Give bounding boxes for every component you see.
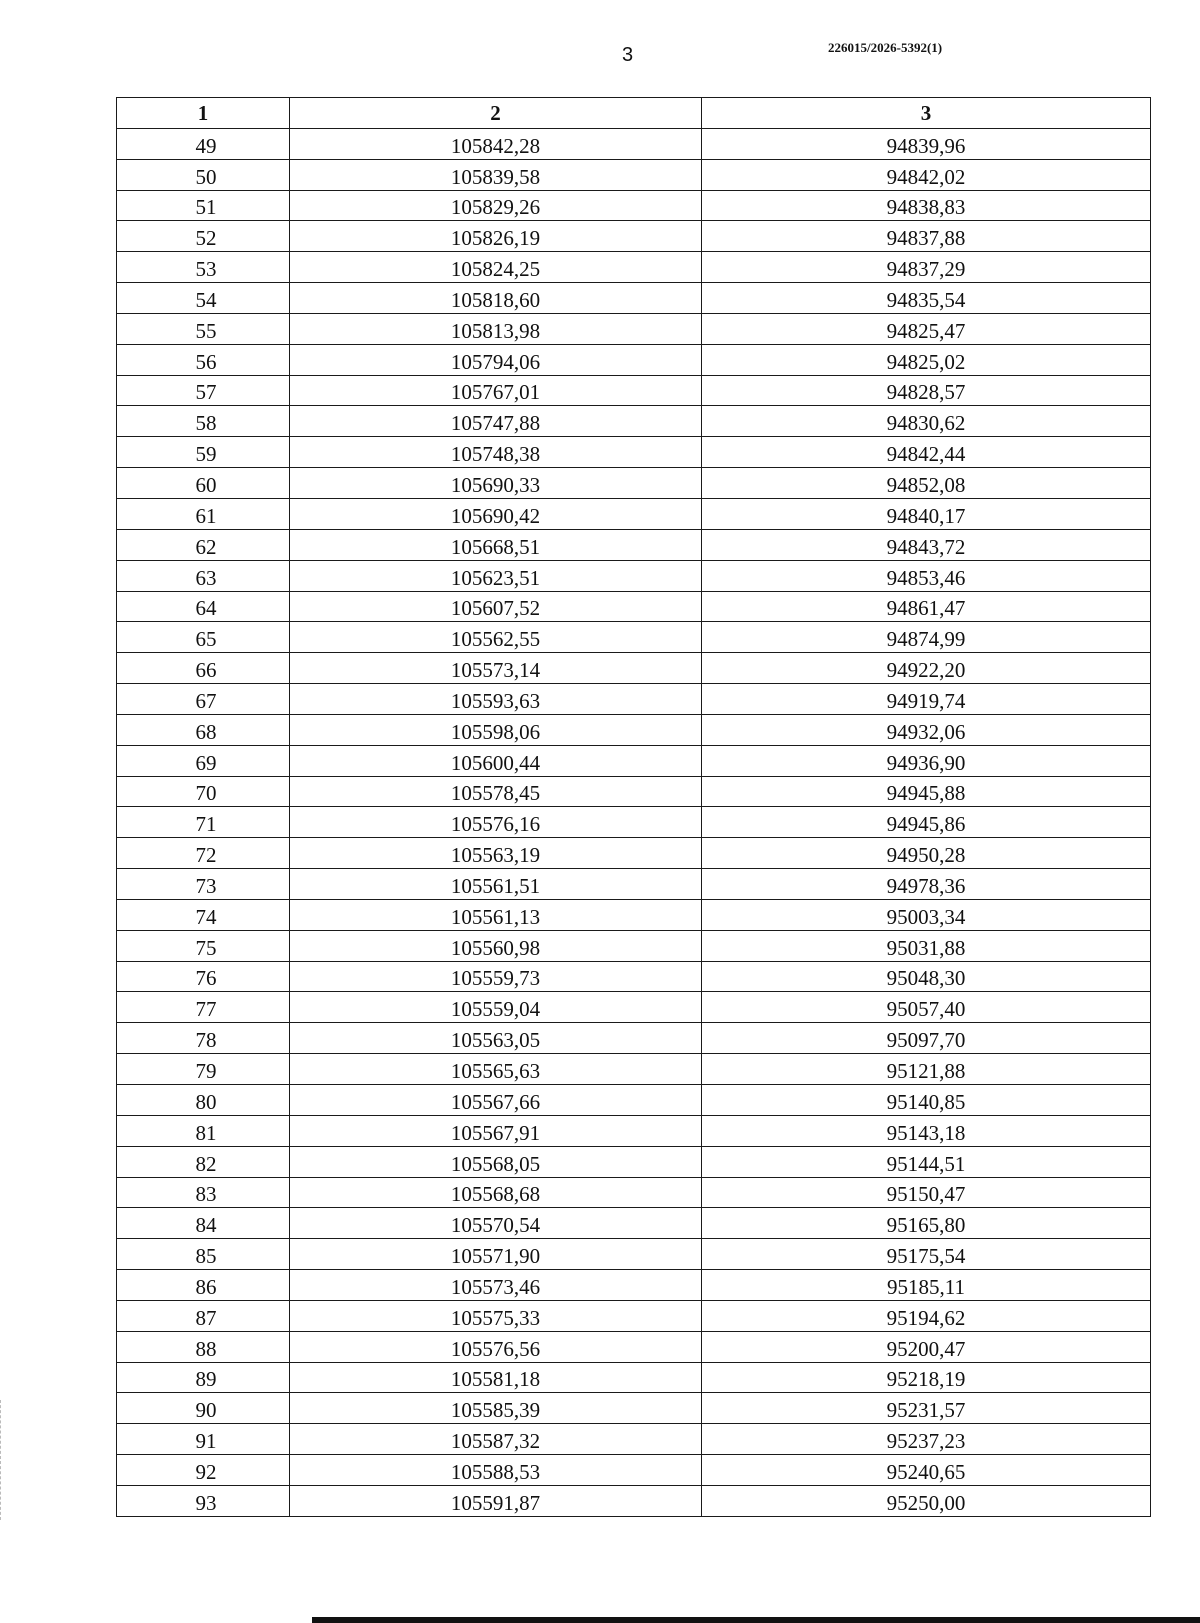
table-row [117, 375, 1151, 406]
point-number-cell: 82 [117, 1146, 290, 1177]
table-row [117, 745, 1151, 776]
y-coordinate-cell: 94861,47 [702, 591, 1151, 622]
point-number-cell: 84 [117, 1208, 290, 1239]
y-coordinate-cell: 94830,62 [702, 406, 1151, 437]
point-number-cell: 72 [117, 838, 290, 869]
table-row [117, 437, 1151, 468]
table-row [117, 1239, 1151, 1270]
table-header-row [117, 98, 1151, 129]
x-coordinate-cell: 105559,73 [290, 961, 702, 992]
x-coordinate-cell: 105561,13 [290, 899, 702, 930]
x-coordinate-cell: 105567,66 [290, 1085, 702, 1116]
point-number-cell: 63 [117, 560, 290, 591]
y-coordinate-cell: 94843,72 [702, 529, 1151, 560]
y-coordinate-cell: 94936,90 [702, 745, 1151, 776]
point-number-cell: 76 [117, 961, 290, 992]
y-coordinate-cell: 95003,34 [702, 899, 1151, 930]
point-number-cell: 58 [117, 406, 290, 437]
table-row [117, 1362, 1151, 1393]
x-coordinate-cell: 105578,45 [290, 776, 702, 807]
y-coordinate-cell: 94853,46 [702, 560, 1151, 591]
table-row [117, 869, 1151, 900]
point-number-cell: 69 [117, 745, 290, 776]
x-coordinate-cell: 105690,33 [290, 468, 702, 499]
x-coordinate-cell: 105573,14 [290, 653, 702, 684]
y-coordinate-cell: 94932,06 [702, 714, 1151, 745]
y-coordinate-cell: 95048,30 [702, 961, 1151, 992]
y-coordinate-cell: 94852,08 [702, 468, 1151, 499]
table-row [117, 313, 1151, 344]
x-coordinate-cell: 105570,54 [290, 1208, 702, 1239]
y-coordinate-cell: 94978,36 [702, 869, 1151, 900]
x-coordinate-cell: 105588,53 [290, 1455, 702, 1486]
table-row [117, 1054, 1151, 1085]
y-coordinate-cell: 94950,28 [702, 838, 1151, 869]
table-row [117, 776, 1151, 807]
x-coordinate-cell: 105607,52 [290, 591, 702, 622]
y-coordinate-cell: 94837,88 [702, 221, 1151, 252]
table-row [117, 1115, 1151, 1146]
point-number-cell: 74 [117, 899, 290, 930]
point-number-cell: 54 [117, 283, 290, 314]
table-row [117, 529, 1151, 560]
point-number-cell: 93 [117, 1485, 290, 1516]
table-row [117, 714, 1151, 745]
point-number-cell: 85 [117, 1239, 290, 1270]
x-coordinate-cell: 105593,63 [290, 684, 702, 715]
y-coordinate-cell: 94828,57 [702, 375, 1151, 406]
x-coordinate-cell: 105826,19 [290, 221, 702, 252]
table-row [117, 560, 1151, 591]
point-number-cell: 92 [117, 1455, 290, 1486]
point-number-cell: 70 [117, 776, 290, 807]
table-row [117, 344, 1151, 375]
x-coordinate-cell: 105747,88 [290, 406, 702, 437]
x-coordinate-cell: 105842,28 [290, 128, 702, 159]
table-row [117, 1270, 1151, 1301]
point-number-cell: 61 [117, 498, 290, 529]
point-number-cell: 78 [117, 1023, 290, 1054]
table-row [117, 930, 1151, 961]
y-coordinate-cell: 94919,74 [702, 684, 1151, 715]
scan-edge-mark [0, 1400, 4, 1520]
x-coordinate-cell: 105839,58 [290, 159, 702, 190]
table-row [117, 468, 1151, 499]
x-coordinate-cell: 105794,06 [290, 344, 702, 375]
y-coordinate-cell: 95031,88 [702, 930, 1151, 961]
y-coordinate-cell: 94945,86 [702, 807, 1151, 838]
table-row [117, 838, 1151, 869]
point-number-cell: 83 [117, 1177, 290, 1208]
y-coordinate-cell: 95250,00 [702, 1485, 1151, 1516]
y-coordinate-cell: 95194,62 [702, 1300, 1151, 1331]
table-row [117, 807, 1151, 838]
y-coordinate-cell: 95231,57 [702, 1393, 1151, 1424]
x-coordinate-cell: 105818,60 [290, 283, 702, 314]
table-row [117, 498, 1151, 529]
y-coordinate-cell: 95237,23 [702, 1424, 1151, 1455]
column-header-2: 2 [290, 98, 702, 129]
point-number-cell: 67 [117, 684, 290, 715]
y-coordinate-cell: 95097,70 [702, 1023, 1151, 1054]
table-row [117, 406, 1151, 437]
y-coordinate-cell: 95175,54 [702, 1239, 1151, 1270]
table-row [117, 591, 1151, 622]
table-row [117, 961, 1151, 992]
table-row [117, 622, 1151, 653]
point-number-cell: 88 [117, 1331, 290, 1362]
x-coordinate-cell: 105748,38 [290, 437, 702, 468]
table-row [117, 1331, 1151, 1362]
table-row [117, 1455, 1151, 1486]
table-row [117, 283, 1151, 314]
table-row [117, 653, 1151, 684]
point-number-cell: 59 [117, 437, 290, 468]
column-header-3: 3 [702, 98, 1151, 129]
y-coordinate-cell: 95165,80 [702, 1208, 1151, 1239]
table-row [117, 1424, 1151, 1455]
point-number-cell: 71 [117, 807, 290, 838]
x-coordinate-cell: 105591,87 [290, 1485, 702, 1516]
point-number-cell: 57 [117, 375, 290, 406]
table-row [117, 684, 1151, 715]
x-coordinate-cell: 105561,51 [290, 869, 702, 900]
coordinates-table [116, 97, 1151, 1517]
y-coordinate-cell: 94874,99 [702, 622, 1151, 653]
table-row [117, 221, 1151, 252]
point-number-cell: 65 [117, 622, 290, 653]
y-coordinate-cell: 95150,47 [702, 1177, 1151, 1208]
x-coordinate-cell: 105560,98 [290, 930, 702, 961]
point-number-cell: 53 [117, 252, 290, 283]
point-number-cell: 64 [117, 591, 290, 622]
x-coordinate-cell: 105813,98 [290, 313, 702, 344]
table-row [117, 1023, 1151, 1054]
y-coordinate-cell: 95200,47 [702, 1331, 1151, 1362]
y-coordinate-cell: 94825,02 [702, 344, 1151, 375]
document-id: 226015/2026-5392(1) [828, 40, 943, 55]
table-row [117, 1085, 1151, 1116]
y-coordinate-cell: 95218,19 [702, 1362, 1151, 1393]
point-number-cell: 89 [117, 1362, 290, 1393]
table-row [117, 1485, 1151, 1516]
x-coordinate-cell: 105576,56 [290, 1331, 702, 1362]
point-number-cell: 87 [117, 1300, 290, 1331]
table-row [117, 1146, 1151, 1177]
x-coordinate-cell: 105824,25 [290, 252, 702, 283]
x-coordinate-cell: 105568,05 [290, 1146, 702, 1177]
point-number-cell: 55 [117, 313, 290, 344]
x-coordinate-cell: 105585,39 [290, 1393, 702, 1424]
point-number-cell: 73 [117, 869, 290, 900]
column-header-1: 1 [117, 98, 290, 129]
bottom-scan-edge [312, 1617, 1200, 1623]
x-coordinate-cell: 105668,51 [290, 529, 702, 560]
table-row [117, 1393, 1151, 1424]
table-body [117, 128, 1151, 1516]
point-number-cell: 51 [117, 190, 290, 221]
point-number-cell: 52 [117, 221, 290, 252]
y-coordinate-cell: 94835,54 [702, 283, 1151, 314]
y-coordinate-cell: 95240,65 [702, 1455, 1151, 1486]
point-number-cell: 86 [117, 1270, 290, 1301]
x-coordinate-cell: 105562,55 [290, 622, 702, 653]
point-number-cell: 62 [117, 529, 290, 560]
point-number-cell: 56 [117, 344, 290, 375]
y-coordinate-cell: 94842,44 [702, 437, 1151, 468]
x-coordinate-cell: 105581,18 [290, 1362, 702, 1393]
x-coordinate-cell: 105575,33 [290, 1300, 702, 1331]
y-coordinate-cell: 95185,11 [702, 1270, 1151, 1301]
point-number-cell: 49 [117, 128, 290, 159]
y-coordinate-cell: 94839,96 [702, 128, 1151, 159]
table-row [117, 252, 1151, 283]
x-coordinate-cell: 105567,91 [290, 1115, 702, 1146]
x-coordinate-cell: 105690,42 [290, 498, 702, 529]
x-coordinate-cell: 105568,68 [290, 1177, 702, 1208]
table-row [117, 992, 1151, 1023]
point-number-cell: 77 [117, 992, 290, 1023]
point-number-cell: 80 [117, 1085, 290, 1116]
y-coordinate-cell: 94837,29 [702, 252, 1151, 283]
y-coordinate-cell: 95143,18 [702, 1115, 1151, 1146]
point-number-cell: 68 [117, 714, 290, 745]
x-coordinate-cell: 105576,16 [290, 807, 702, 838]
x-coordinate-cell: 105563,19 [290, 838, 702, 869]
table-row [117, 190, 1151, 221]
point-number-cell: 60 [117, 468, 290, 499]
x-coordinate-cell: 105598,06 [290, 714, 702, 745]
y-coordinate-cell: 94945,88 [702, 776, 1151, 807]
y-coordinate-cell: 95144,51 [702, 1146, 1151, 1177]
y-coordinate-cell: 95057,40 [702, 992, 1151, 1023]
table-row [117, 1300, 1151, 1331]
x-coordinate-cell: 105600,44 [290, 745, 702, 776]
x-coordinate-cell: 105623,51 [290, 560, 702, 591]
point-number-cell: 79 [117, 1054, 290, 1085]
x-coordinate-cell: 105563,05 [290, 1023, 702, 1054]
point-number-cell: 50 [117, 159, 290, 190]
table-row [117, 1208, 1151, 1239]
table-row [117, 899, 1151, 930]
point-number-cell: 91 [117, 1424, 290, 1455]
point-number-cell: 90 [117, 1393, 290, 1424]
table-row [117, 1177, 1151, 1208]
point-number-cell: 66 [117, 653, 290, 684]
y-coordinate-cell: 95140,85 [702, 1085, 1151, 1116]
x-coordinate-cell: 105565,63 [290, 1054, 702, 1085]
x-coordinate-cell: 105559,04 [290, 992, 702, 1023]
y-coordinate-cell: 94840,17 [702, 498, 1151, 529]
point-number-cell: 75 [117, 930, 290, 961]
table-row [117, 128, 1151, 159]
table-row [117, 159, 1151, 190]
y-coordinate-cell: 94838,83 [702, 190, 1151, 221]
page-number: 3 [622, 44, 634, 66]
y-coordinate-cell: 94922,20 [702, 653, 1151, 684]
y-coordinate-cell: 94825,47 [702, 313, 1151, 344]
x-coordinate-cell: 105587,32 [290, 1424, 702, 1455]
y-coordinate-cell: 94842,02 [702, 159, 1151, 190]
x-coordinate-cell: 105573,46 [290, 1270, 702, 1301]
y-coordinate-cell: 95121,88 [702, 1054, 1151, 1085]
x-coordinate-cell: 105829,26 [290, 190, 702, 221]
point-number-cell: 81 [117, 1115, 290, 1146]
x-coordinate-cell: 105571,90 [290, 1239, 702, 1270]
x-coordinate-cell: 105767,01 [290, 375, 702, 406]
